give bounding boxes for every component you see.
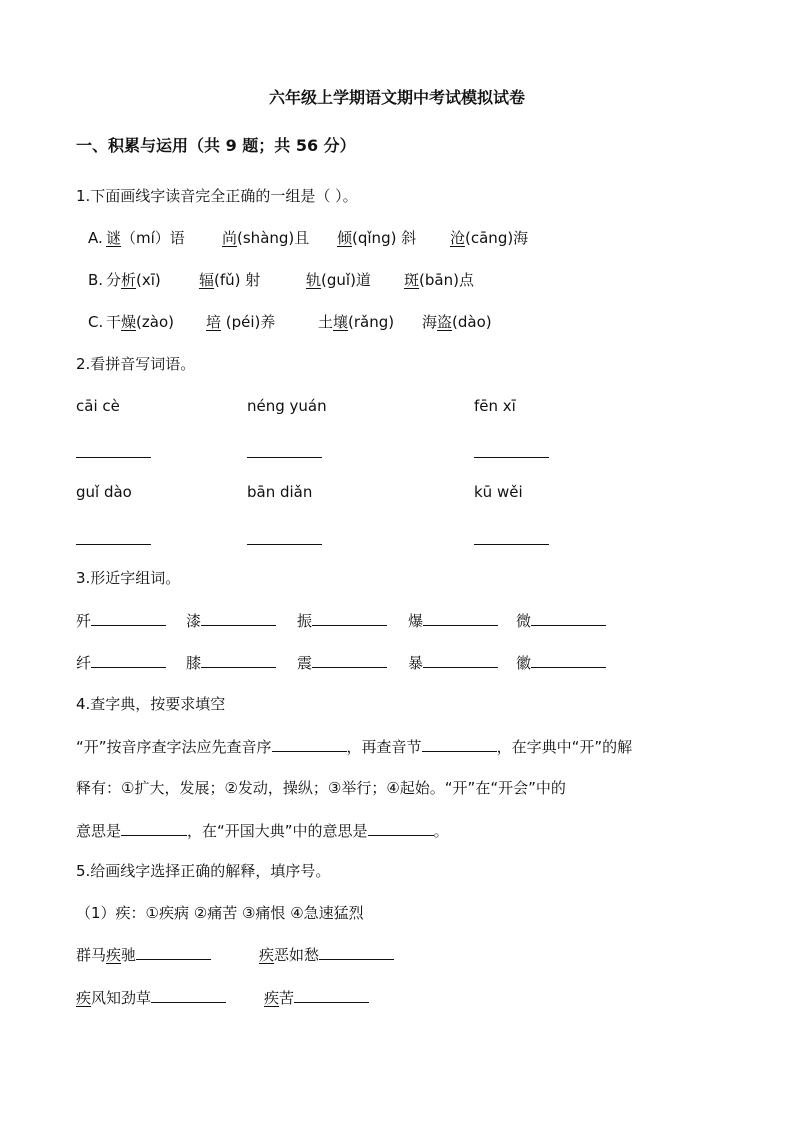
pinyin-prompt: néng yuán (247, 397, 327, 415)
pinyin-prompt: kū wěi (474, 483, 523, 501)
answer-blank[interactable] (121, 820, 187, 836)
pinyin-prompt: fēn xī (474, 397, 516, 415)
option-c-item: 干燥(zào) (106, 313, 174, 331)
answer-blank[interactable] (368, 820, 434, 836)
char-item: 膝 (186, 652, 276, 673)
pinyin-prompt: guǐ dào (76, 483, 132, 501)
answer-blank[interactable] (423, 610, 498, 626)
question-4-line-1: “开”按音序查字法应先查音序 ，再查音节 ，在字典中“开”的解 (76, 738, 633, 756)
idiom-item: 群马疾驰 (76, 944, 211, 965)
option-c-item: 培 (péi)养 (206, 313, 276, 331)
page-title: 六年级上学期语文期中考试模拟试卷 (268, 88, 525, 107)
answer-blank[interactable] (136, 944, 211, 960)
answer-blank[interactable] (319, 944, 394, 960)
option-b-item: 斑(bān)点 (404, 271, 474, 289)
char-item: 漆 (186, 610, 276, 631)
answer-blank[interactable] (91, 652, 166, 668)
char-item: 震 (297, 652, 387, 673)
answer-blank[interactable] (247, 529, 322, 545)
char-item: 振 (297, 610, 387, 631)
answer-blank[interactable] (76, 442, 151, 458)
idiom-item: 疾恶如愁 (259, 944, 394, 965)
option-a-item: 尚(shàng)且 (222, 229, 310, 247)
option-a-item: 沧(cāng)海 (450, 229, 529, 247)
option-a-item: 谜（mí）语 (106, 229, 185, 247)
answer-blank[interactable] (151, 987, 226, 1003)
option-a-item: 倾(qǐng) 斜 (337, 229, 417, 247)
answer-blank[interactable] (201, 610, 276, 626)
question-3-stem: 3.形近字组词。 (76, 569, 181, 587)
answer-blank[interactable] (272, 736, 347, 752)
question-4-stem: 4.查字典，按要求填空 (76, 695, 226, 713)
idiom-item: 疾风知劲草 (76, 987, 226, 1008)
question-2-stem: 2.看拼音写词语。 (76, 355, 196, 373)
char-item: 暴 (408, 652, 498, 673)
answer-blank[interactable] (474, 442, 549, 458)
answer-blank[interactable] (247, 442, 322, 458)
question-4-line-3: 意思是 ，在“开国大典”中的意思是 。 (76, 822, 449, 840)
char-item: 纤 (76, 652, 166, 673)
char-item: 歼 (76, 610, 166, 631)
idiom-item: 疾苦 (264, 987, 369, 1008)
option-c-item: 土壤(rǎng) (318, 313, 395, 331)
char-item: 徽 (516, 652, 606, 673)
pinyin-prompt: cāi cè (76, 397, 120, 415)
char-item: 微 (516, 610, 606, 631)
answer-blank[interactable] (91, 610, 166, 626)
question-1-stem: 1.下面画线字读音完全正确的一组是（ ）。 (76, 187, 358, 205)
pinyin-prompt: bān diǎn (247, 483, 313, 501)
answer-blank[interactable] (312, 610, 387, 626)
answer-blank[interactable] (201, 652, 276, 668)
answer-blank[interactable] (76, 529, 151, 545)
answer-blank[interactable] (312, 652, 387, 668)
question-5-sub-1: （1）疾：①疾病 ②痛苦 ③痛恨 ④急速猛烈 (76, 904, 364, 922)
option-b-item: 轨(guǐ)道 (306, 271, 371, 289)
answer-blank[interactable] (294, 987, 369, 1003)
question-4-line-2: 释有：①扩大，发展；②发动，操纵；③举行；④起始。“开”在“开会”中的 (76, 779, 566, 797)
answer-blank[interactable] (422, 736, 497, 752)
char-item: 爆 (408, 610, 498, 631)
answer-blank[interactable] (474, 529, 549, 545)
answer-blank[interactable] (531, 652, 606, 668)
option-c-item: 海盗(dào) (422, 313, 492, 331)
answer-blank[interactable] (531, 610, 606, 626)
section-heading: 一、积累与运用（共 9 题；共 56 分） (76, 136, 356, 155)
question-5-stem: 5.给画线字选择正确的解释，填序号。 (76, 862, 331, 880)
answer-blank[interactable] (423, 652, 498, 668)
option-b-item: 分析(xī) (106, 271, 161, 289)
option-b-item: 辐(fǔ) 射 (199, 271, 261, 289)
